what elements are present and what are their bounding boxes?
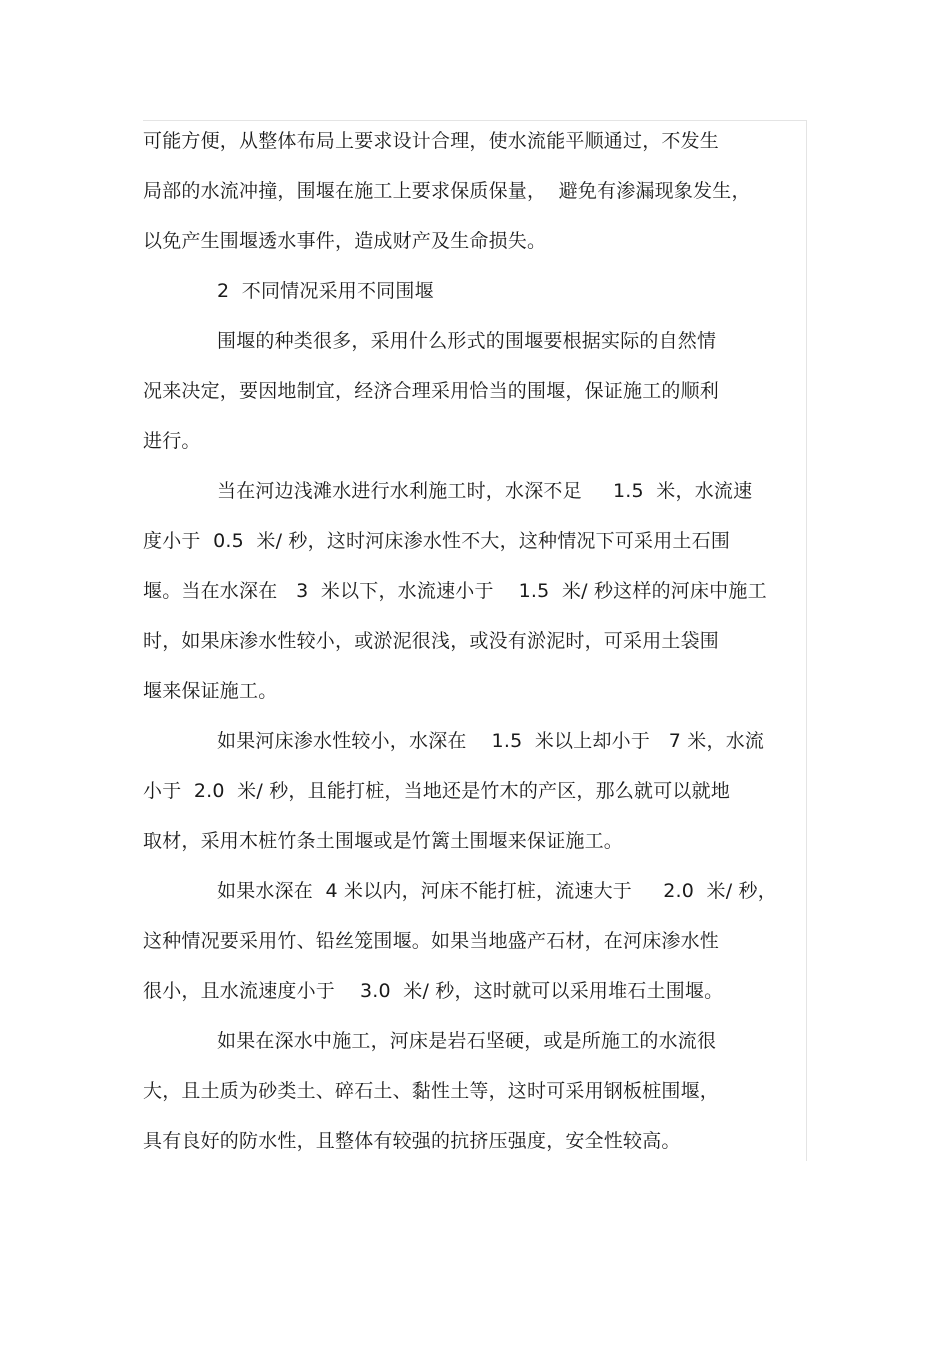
text-line: 堰。当在水深在 3 米以下，水流速小于 1.5 米/ 秒这样的河床中施工 bbox=[143, 580, 767, 602]
text-line: 以免产生围堰透水事件，造成财产及生命损失。 bbox=[143, 230, 547, 252]
text-line: 堰来保证施工。 bbox=[143, 680, 278, 702]
text-line: 围堰的种类很多，采用什么形式的围堰要根据实际的自然情 bbox=[217, 330, 717, 352]
text-line: 可能方便，从整体布局上要求设计合理，使水流能平顺通过，不发生 bbox=[143, 130, 720, 152]
text-line: 进行。 bbox=[143, 430, 201, 452]
text-line: 时，如果床渗水性较小，或淤泥很浅，或没有淤泥时，可采用土袋围 bbox=[143, 630, 720, 652]
text-line: 当在河边浅滩水进行水利施工时，水深不足 1.5 米，水流速 bbox=[217, 480, 753, 502]
text-line: 小于 2.0 米/ 秒，且能打桩，当地还是竹木的产区，那么就可以就地 bbox=[143, 780, 731, 802]
text-line: 如果在深水中施工，河床是岩石坚硬，或是所施工的水流很 bbox=[217, 1030, 717, 1052]
text-line: 如果河床渗水性较小，水深在 1.5 米以上却小于 7 米，水流 bbox=[217, 730, 765, 752]
text-line: 具有良好的防水性，且整体有较强的抗挤压强度，安全性较高。 bbox=[143, 1130, 681, 1152]
text-line: 况来决定，要因地制宜，经济合理采用恰当的围堰，保证施工的顺利 bbox=[143, 380, 720, 402]
text-line: 很小，且水流速度小于 3.0 米/ 秒，这时就可以采用堆石土围堰。 bbox=[143, 980, 724, 1002]
text-line: 这种情况要采用竹、铅丝笼围堰。如果当地盛产石材，在河床渗水性 bbox=[143, 930, 720, 952]
text-line: 如果水深在 4 米以内，河床不能打桩，流速大于 2.0 米/ 秒， bbox=[217, 880, 777, 902]
section-heading: 2 不同情况采用不同围堰 bbox=[217, 280, 434, 302]
text-line: 取材，采用木桩竹条土围堰或是竹篱土围堰来保证施工。 bbox=[143, 830, 624, 852]
text-line: 大，且土质为砂类土、碎石土、黏性土等，这时可采用钢板桩围堰， bbox=[143, 1080, 720, 1102]
text-line: 度小于 0.5 米/ 秒，这时河床渗水性不大，这种情况下可采用土石围 bbox=[143, 530, 731, 552]
text-line: 局部的水流冲撞，围堰在施工上要求保质保量， 避免有渗漏现象发生， bbox=[143, 180, 751, 202]
